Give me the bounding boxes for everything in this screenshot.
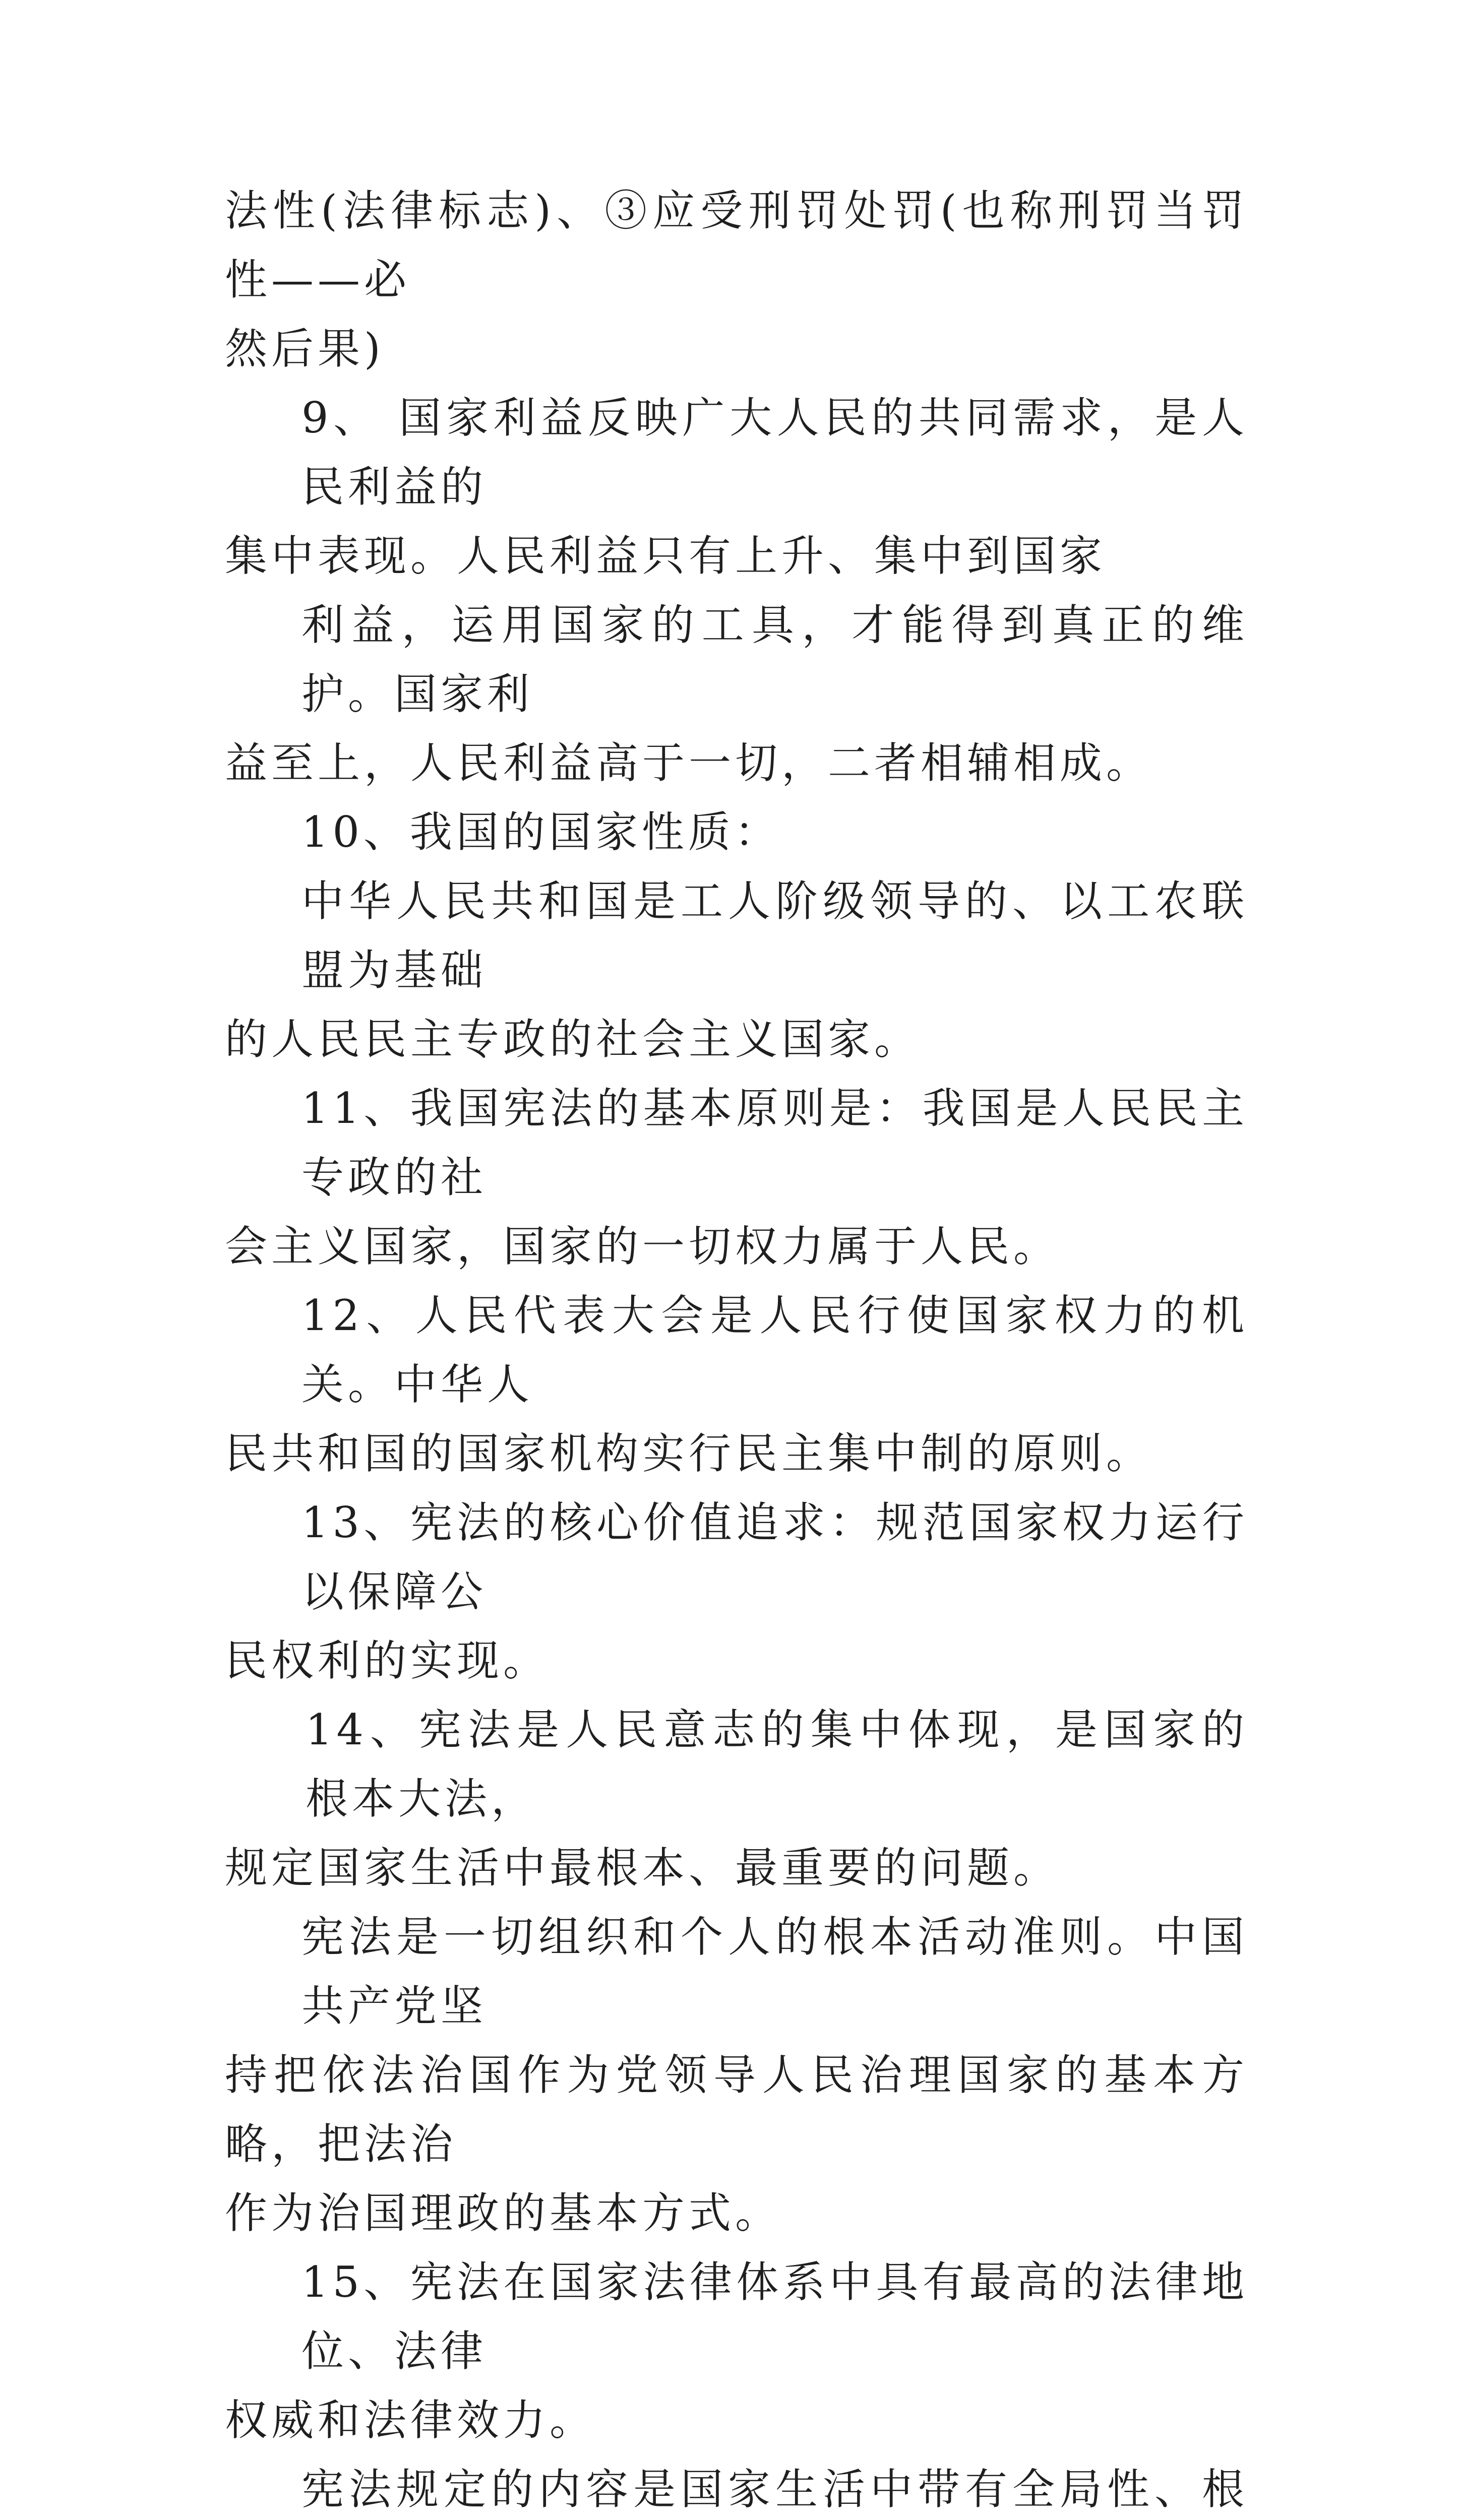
paragraph (225, 867, 1248, 1074)
paragraph (225, 2455, 1248, 2520)
paragraph (225, 1488, 1248, 1695)
text-line: 会主义国家，国家的一切权力属于人民。 (225, 1222, 1060, 1271)
text-line: 13、宪法的核心价值追求：规范国家权力运行以保障公 (301, 1498, 1248, 1616)
text-line: 然后果) (225, 324, 385, 373)
text-line: 中华人民共和国是工人阶级领导的、以工农联盟为基础 (301, 876, 1248, 995)
text-line: 11、我国宪法的基本原则是：我国是人民民主专政的社 (301, 1084, 1248, 1202)
paragraph (225, 798, 1248, 867)
text-line: 作为治国理政的基本方式。 (225, 2188, 782, 2238)
text-line: 10、我国的国家性质： (301, 807, 781, 857)
text-line: 持把依法治国作为党领导人民治理国家的基本方略，把法治 (225, 2050, 1248, 2169)
text-line: 规定国家生活中最根本、最重要的问题。 (225, 1843, 1060, 1893)
text-line: 的人民民主专政的社会主义国家。 (225, 1015, 921, 1064)
text-line: 民权利的实现。 (225, 1636, 550, 1685)
paragraph (225, 1695, 1248, 1903)
paragraph (225, 1281, 1248, 1488)
text-line: 权威和法律效力。 (225, 2396, 596, 2445)
text-line: 宪法是一切组织和个人的根本活动准则。中国共产党坚 (301, 1912, 1248, 2031)
text-line: 15、宪法在国家法律体系中具有最高的法律地位、法律 (301, 2257, 1248, 2376)
paragraph (225, 591, 1248, 798)
text-line: 集中表现。人民利益只有上升、集中到国家 (225, 531, 1107, 581)
document-body (225, 176, 1248, 2520)
paragraph (225, 384, 1248, 591)
text-line: 宪法规定的内容是国家生活中带有全局性、根 (301, 2465, 1248, 2514)
paragraph (225, 1074, 1248, 1281)
text-line: 利益，运用国家的工具，才能得到真正的维护。国家利 (301, 600, 1248, 719)
text-line: 益至上，人民利益高于一切，二者相辅相成。 (225, 738, 1153, 788)
text-line: 14、宪法是人民意志的集中体现，是国家的根本大法， (306, 1705, 1248, 1823)
paragraph (225, 2248, 1248, 2455)
paragraph (225, 176, 1248, 384)
text-line: 法性(法律标志)、③应受刑罚处罚(也称刑罚当罚性——必 (225, 186, 1248, 304)
text-line: 9、 国家利益反映广大人民的共同需求，是人民利益的 (301, 393, 1248, 512)
text-line: 民共和国的国家机构实行民主集中制的原则。 (225, 1429, 1153, 1478)
paragraph (225, 1903, 1248, 2248)
text-line: 12、人民代表大会是人民行使国家权力的机关。中华人 (301, 1291, 1248, 1409)
